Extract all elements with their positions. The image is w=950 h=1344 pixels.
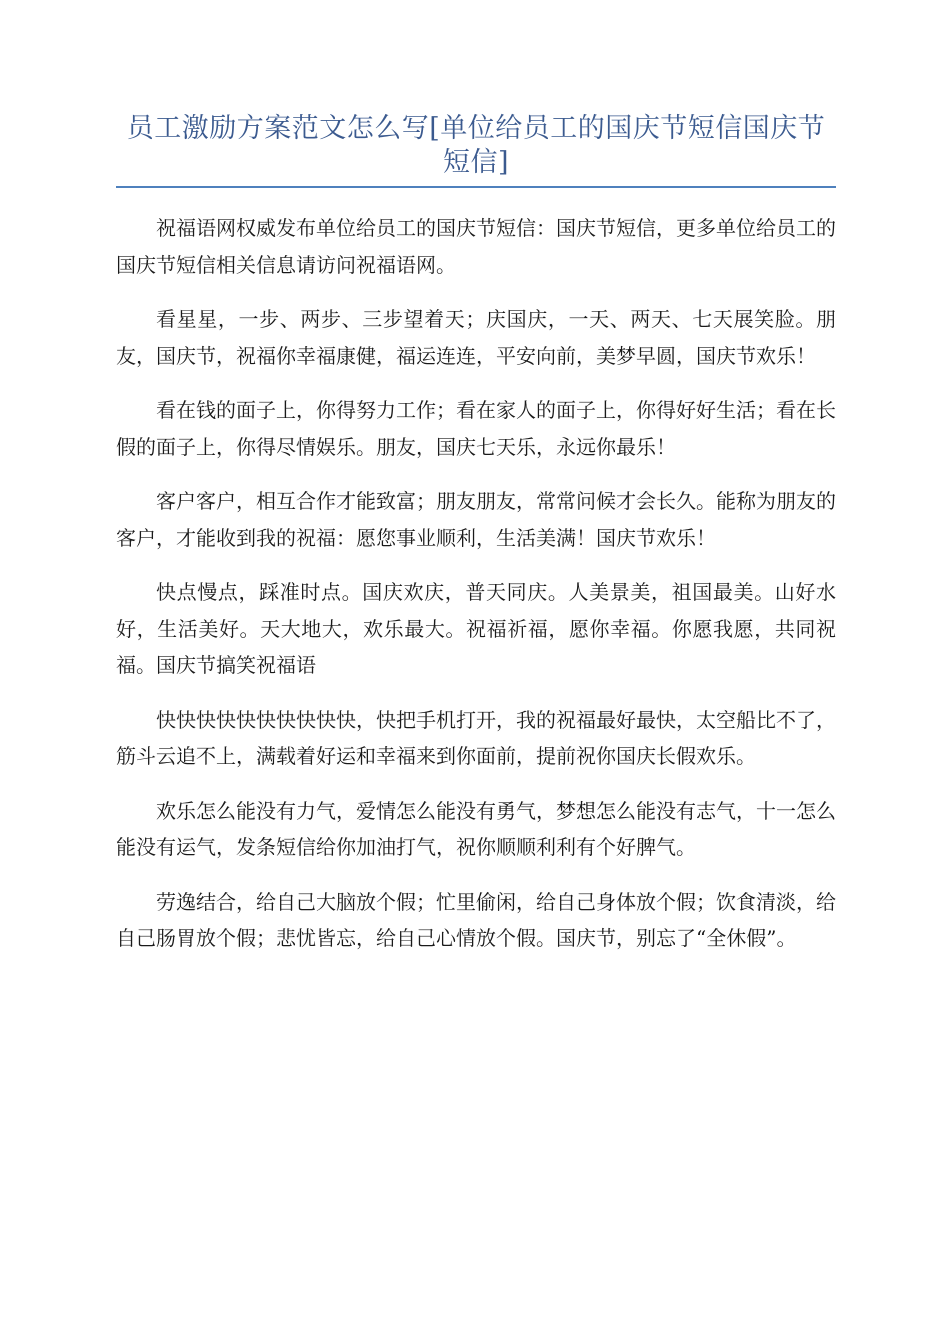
paragraph-4: 客户客户，相互合作才能致富；朋友朋友，常常问候才会长久。能称为朋友的客户，才能收到我的祝福：愿您事业顺利，生活美满！国庆节欢乐！ [116, 489, 836, 550]
paragraph-5: 快点慢点，踩准时点。国庆欢庆，普天同庆。人美景美，祖国最美。山好水好，生活美好。天大地大，欢乐最大。祝福祈福，愿你幸福。你愿我愿，共同祝福。国庆节搞笑祝福语 [116, 580, 836, 677]
document-title: 员工激励方案范文怎么写[单位给员工的国庆节短信国庆节短信] [126, 113, 826, 178]
document-body [116, 210, 836, 957]
title-divider [116, 186, 836, 188]
paragraph-7: 欢乐怎么能没有力气，爱情怎么能没有勇气，梦想怎么能没有志气，十一怎么能没有运气，发条短信给你加油打气，祝你顺顺利利有个好脾气。 [116, 798, 836, 859]
paragraph-6: 快快快快快快快快快快，快把手机打开，我的祝福最好最快，太空船比不了，筋斗云追不上，满载着好运和幸福来到你面前，提前祝你国庆长假欢乐。 [116, 707, 836, 768]
paragraph-8: 劳逸结合，给自己大脑放个假；忙里偷闲，给自己身体放个假；饮食清淡，给自己肠胃放个假；悲忧皆忘，给自己心情放个假。国庆节，别忘了“全休假”。 [116, 889, 836, 950]
paragraph-1: 祝福语网权威发布单位给员工的国庆节短信：国庆节短信，更多单位给员工的国庆节短信相关信息请访问祝福语网。 [116, 216, 836, 277]
document-page [116, 112, 836, 975]
paragraph-3: 看在钱的面子上，你得努力工作；看在家人的面子上，你得好好生活；看在长假的面子上，你得尽情娱乐。朋友，国庆七天乐，永远你最乐！ [116, 398, 836, 459]
paragraph-2: 看星星，一步、两步、三步望着天；庆国庆，一天、两天、七天展笑脸。朋友，国庆节，祝福你幸福康健，福运连连，平安向前，美梦早圆，国庆节欢乐！ [116, 307, 836, 368]
